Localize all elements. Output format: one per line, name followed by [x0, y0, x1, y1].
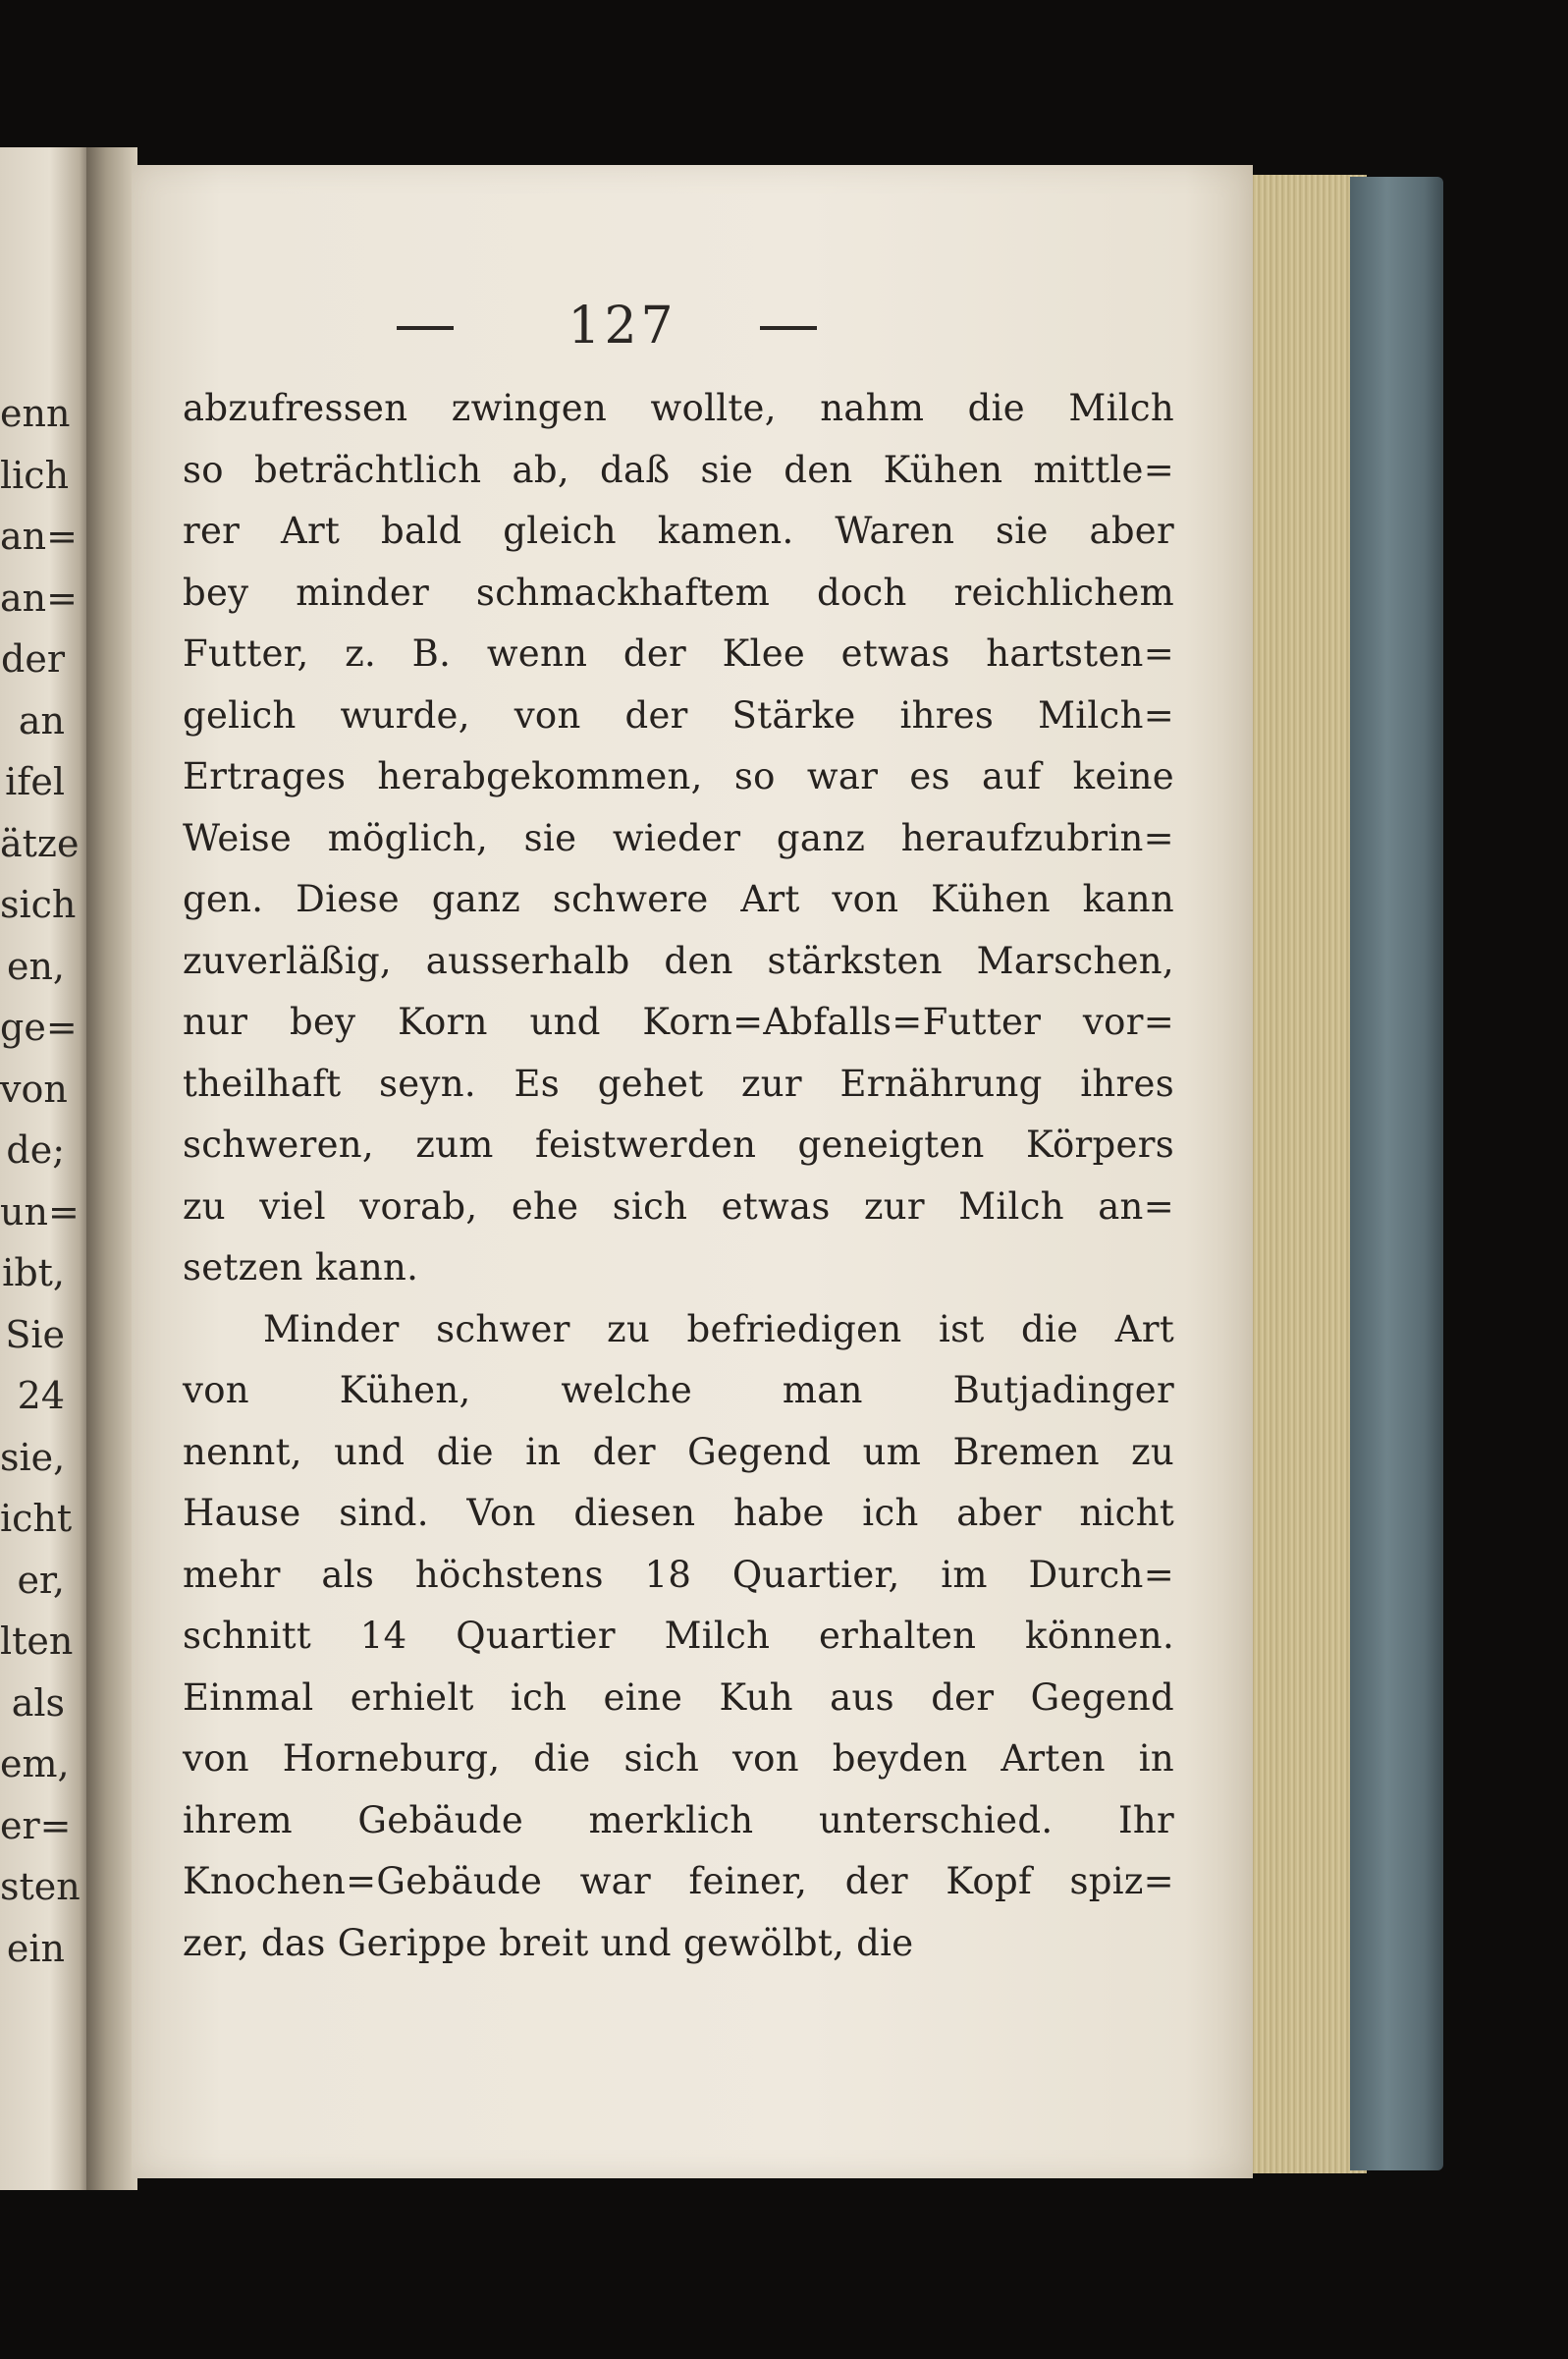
book-gutter [86, 147, 137, 2190]
left-facing-page [0, 147, 90, 2190]
text-line: zu viel vorab, ehe sich etwas zur Milch an= [183, 1184, 1174, 1228]
left-fragment: lich [0, 453, 70, 497]
left-fragment: ein [6, 1926, 65, 1970]
left-fragment: Sie [5, 1312, 65, 1356]
left-fragment: von [0, 1067, 68, 1111]
left-fragment: lten [0, 1619, 74, 1663]
left-fragment: der [1, 637, 65, 681]
left-fragment: ätze [0, 821, 80, 865]
left-fragment: ibt, [2, 1251, 65, 1294]
text-line: nur bey Korn und Korn=Abfalls=Futter vor= [183, 1001, 1174, 1043]
page-number: 127 [568, 297, 677, 356]
left-fragment: ifel [5, 760, 65, 803]
text-line: Futter, z. B. wenn der Klee etwas hartsten= [183, 632, 1174, 675]
left-fragment: 24 [17, 1374, 65, 1417]
text-line: so beträchtlich ab, daß sie den Kühen mittle= [183, 448, 1174, 491]
text-line: gen. Diese ganz schwere Art von Kühen kann [183, 878, 1174, 920]
text-line: Einmal erhielt ich eine Kuh aus der Gegend [183, 1675, 1174, 1719]
left-fragment: em, [0, 1742, 70, 1785]
text-line: theilhaft seyn. Es gehet zur Ernährung ihres [183, 1062, 1174, 1105]
left-fragment: sie, [0, 1435, 66, 1479]
text-line: Ertrages herabgekommen, so war es auf keine [183, 755, 1174, 797]
text-line: zuverläßig, ausserhalb den stärksten Marschen, [183, 939, 1174, 982]
left-fragment: er, [17, 1558, 65, 1602]
left-fragment: en, [6, 944, 65, 988]
gilt-page-edges [1247, 175, 1367, 2173]
left-fragment: sich [0, 883, 77, 926]
body-text [183, 378, 1174, 1974]
left-fragment: sten [0, 1865, 81, 1908]
text-line: schnitt 14 Quartier Milch erhalten können. [183, 1615, 1174, 1657]
left-fragment: an= [0, 515, 78, 558]
text-line: zer, das Gerippe breit und gewölbt, die [183, 1921, 914, 1964]
text-line: rer Art bald gleich kamen. Waren sie aber [183, 510, 1174, 552]
left-fragment: an= [0, 576, 78, 620]
book-cover-board [1350, 177, 1443, 2170]
left-fragment: ge= [0, 1006, 78, 1049]
text-line: von Horneburg, die sich von beyden Arten in [183, 1737, 1174, 1780]
header-dash-left [397, 326, 454, 330]
text-line: ihrem Gebäude merklich unterschied. Ihr [183, 1798, 1174, 1841]
text-line: mehr als höchstens 18 Quartier, im Durch= [183, 1553, 1174, 1596]
text-line: Knochen=Gebäude war feiner, der Kopf spiz= [183, 1860, 1174, 1902]
text-line: gelich wurde, von der Stärke ihres Milch= [183, 693, 1174, 737]
text-line: Hause sind. Von diesen habe ich aber nicht [183, 1492, 1174, 1534]
text-line: abzufressen zwingen wollte, nahm die Milch [183, 387, 1174, 429]
left-fragment: de; [6, 1128, 65, 1172]
page-header [132, 293, 1253, 361]
left-fragment: enn [0, 392, 71, 435]
header-dash-right [760, 326, 817, 330]
left-fragment: als [11, 1680, 65, 1725]
text-line: nennt, und die in der Gegend um Bremen zu [183, 1430, 1174, 1473]
text-line: setzen kann. [183, 1246, 419, 1289]
text-line: Weise möglich, sie wieder ganz heraufzubrin= [183, 816, 1174, 859]
left-fragment: icht [0, 1497, 73, 1540]
left-page-text-fragments [0, 383, 90, 1979]
text-line: schweren, zum feistwerden geneigten Körpers [183, 1124, 1174, 1166]
text-line: bey minder schmackhaftem doch reichlichem [183, 571, 1174, 614]
left-fragment: un= [0, 1189, 80, 1234]
left-fragment: er= [0, 1803, 72, 1847]
left-fragment: an [18, 698, 65, 742]
text-line: Minder schwer zu befriedigen ist die Art [263, 1307, 1174, 1350]
text-line: von Kühen, welche man Butjadinger [183, 1369, 1174, 1411]
